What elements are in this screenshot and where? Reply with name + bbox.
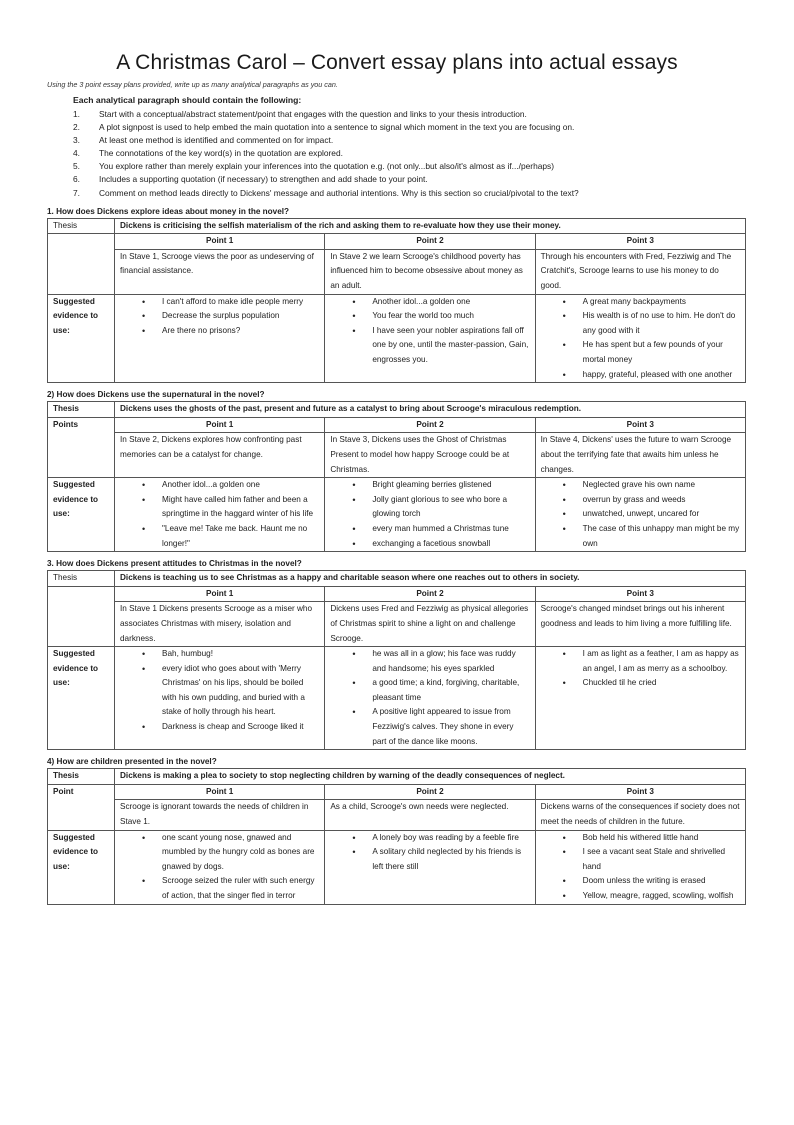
point-heading: Point 2	[325, 234, 535, 250]
evidence-cell	[535, 478, 745, 552]
points-label	[48, 234, 115, 294]
points-row	[48, 249, 746, 294]
criteria-number: 7.	[73, 187, 80, 198]
evidence-list	[330, 831, 529, 875]
point-heading: Point 3	[535, 234, 745, 250]
criteria-number: 6.	[73, 174, 80, 185]
criteria-number: 5.	[73, 161, 80, 172]
criteria-item	[73, 187, 747, 200]
evidence-label: Suggested evidence to use:	[48, 647, 115, 750]
points-label	[48, 586, 115, 646]
criteria-list	[73, 108, 747, 200]
evidence-quote: • unwatched, unwept, uncared for	[541, 507, 740, 522]
point-heading: Point 1	[115, 784, 325, 800]
thesis-row	[48, 769, 746, 785]
thesis-statement: Dickens is teaching us to see Christmas as a happy and charitable season where one reaches out to others in society.	[115, 571, 746, 587]
evidence-row	[48, 294, 746, 383]
points-row	[48, 602, 746, 647]
criteria-text: At least one method is identified and commented on for impact.	[99, 135, 334, 146]
evidence-quote: • You fear the world too much	[330, 309, 529, 324]
essay-plan-table	[47, 218, 746, 384]
evidence-quote: • Are there no prisons?	[120, 324, 319, 339]
thesis-statement: Dickens uses the ghosts of the past, present and future as a catalyst to bring about Scrooge's miraculous redemption.	[115, 402, 746, 418]
essay-plan-section	[47, 756, 747, 904]
thesis-statement: Dickens is criticising the selfish materialism of the rich and asking them to re-evaluate how they use their money.	[115, 218, 746, 234]
point-header-row	[48, 784, 746, 800]
point-text: In Stave 3, Dickens uses the Ghost of Christmas Present to model how happy Scrooge could be at Christmas.	[325, 433, 535, 478]
evidence-quote: • I see a vacant seat Stale and shrivelled hand	[541, 845, 740, 874]
thesis-label: Thesis	[48, 769, 115, 785]
criteria-item	[73, 160, 747, 173]
evidence-cell	[325, 294, 535, 383]
evidence-quote: • Darkness is cheap and Scrooge liked it	[120, 720, 319, 735]
evidence-quote: • Decrease the surplus population	[120, 309, 319, 324]
criteria-number: 4.	[73, 148, 80, 159]
criteria-text: Includes a supporting quotation (if necessary) to strengthen and add shade to your point.	[99, 174, 428, 185]
page-title: A Christmas Carol – Convert essay plans into actual essays	[116, 51, 678, 74]
evidence-list	[541, 295, 740, 383]
evidence-list	[330, 478, 529, 551]
evidence-quote: • Another idol...a golden one	[120, 478, 319, 493]
point-text: Dickens uses Fred and Fezziwig as physical allegories of Christmas spirit to shine a light on and challenge Scrooge.	[325, 602, 535, 647]
point-text: In Stave 4, Dickens' uses the future to warn Scrooge about the terrifying fate that awaits him unless he changes.	[535, 433, 745, 478]
essay-plan-table	[47, 401, 746, 552]
criteria-number: 2.	[73, 122, 80, 133]
evidence-cell	[325, 478, 535, 552]
essay-plan-table	[47, 768, 746, 904]
evidence-quote: • exchanging a facetious snowball	[330, 537, 529, 552]
evidence-quote: • Jolly giant glorious to see who bore a glowing torch	[330, 493, 529, 522]
criteria-item	[73, 108, 747, 121]
evidence-list	[330, 647, 529, 749]
evidence-cell	[325, 647, 535, 750]
evidence-quote: • Scrooge seized the ruler with such energy of action, that the singer fled in terror	[120, 874, 319, 903]
thesis-label: Thesis	[48, 402, 115, 418]
point-text: In Stave 2, Dickens explores how confronting past memories can be a catalyst for change.	[115, 433, 325, 478]
criteria-text: You explore rather than merely explain your inferences into the quotation e.g. (not only...but also/it's almost as if.../perhaps)	[99, 161, 555, 172]
evidence-cell	[115, 478, 325, 552]
evidence-cell	[115, 647, 325, 750]
evidence-row	[48, 647, 746, 750]
thesis-row	[48, 571, 746, 587]
criteria-text: The connotations of the key word(s) in the quotation are explored.	[99, 148, 343, 159]
point-heading: Point 3	[535, 784, 745, 800]
points-row	[48, 800, 746, 830]
point-text: As a child, Scrooge's own needs were neglected.	[325, 800, 535, 830]
evidence-row	[48, 478, 746, 552]
evidence-cell	[535, 294, 745, 383]
point-text: Through his encounters with Fred, Fezziwig and The Cratchit's, Scrooge learns to use his money to do good.	[535, 249, 745, 294]
evidence-list	[541, 647, 740, 691]
evidence-quote: • "Leave me! Take me back. Haunt me no longer!"	[120, 522, 319, 551]
essay-question: 2) How does Dickens use the supernatural in the novel?	[47, 390, 265, 400]
point-heading: Point 1	[115, 417, 325, 433]
point-text: Scrooge's changed mindset brings out his inherent goodness and leads to him living a more fulfilling life.	[535, 602, 745, 647]
point-heading: Point 3	[535, 417, 745, 433]
point-header-row	[48, 234, 746, 250]
essay-question: 4) How are children presented in the novel?	[47, 757, 217, 767]
evidence-list	[541, 478, 740, 551]
point-heading: Point 1	[115, 234, 325, 250]
evidence-label: Suggested evidence to use:	[48, 294, 115, 383]
evidence-quote: • every man hummed a Christmas tune	[330, 522, 529, 537]
evidence-cell	[535, 830, 745, 904]
evidence-quote: • Doom unless the writing is erased	[541, 874, 740, 889]
evidence-label: Suggested evidence to use:	[48, 830, 115, 904]
evidence-cell	[535, 647, 745, 750]
evidence-list	[120, 295, 319, 339]
criteria-item	[73, 121, 747, 134]
evidence-list	[120, 831, 319, 904]
criteria-number: 1.	[73, 109, 80, 119]
thesis-row	[48, 218, 746, 234]
evidence-quote: • A positive light appeared to issue from Fezziwig's calves. They shone in every part of the dance like moons.	[330, 705, 529, 749]
instructions-subtitle: Using the 3 point essay plans provided, write up as many analytical paragraphs as you can.	[47, 80, 338, 89]
evidence-quote: • He has spent but a few pounds of your mortal money	[541, 338, 740, 367]
criteria-text: A plot signpost is used to help embed the main quotation into a sentence to signal which moment in the text you are focusing on.	[99, 122, 575, 133]
evidence-cell	[325, 830, 535, 904]
point-text: In Stave 1 Dickens presents Scrooge as a miser who associates Christmas with misery, isolation and darkness.	[115, 602, 325, 647]
evidence-cell	[115, 294, 325, 383]
evidence-quote: • The case of this unhappy man might be my own	[541, 522, 740, 551]
point-heading: Point 1	[115, 586, 325, 602]
evidence-quote: • A solitary child neglected by his friends is left there still	[330, 845, 529, 874]
evidence-quote: • A lonely boy was reading by a feeble fire	[330, 831, 529, 846]
essay-plan-section	[47, 389, 747, 552]
evidence-quote: • Yellow, meagre, ragged, scowling, wolfish	[541, 889, 740, 904]
criteria-item	[73, 147, 747, 160]
criteria-text: Comment on method leads directly to Dickens' message and authorial intentions. Why is this section so crucial/pivotal to the text?	[99, 187, 579, 198]
criteria-item	[73, 134, 747, 147]
point-header-row	[48, 586, 746, 602]
point-heading: Point 2	[325, 417, 535, 433]
evidence-cell	[115, 830, 325, 904]
evidence-quote: • Bah, humbug!	[120, 647, 319, 662]
evidence-quote: • I can't afford to make idle people merry	[120, 295, 319, 310]
essay-plan-table	[47, 570, 746, 750]
criteria-item	[73, 173, 747, 186]
points-row	[48, 433, 746, 478]
evidence-quote: • I have seen your nobler aspirations fall off one by one, until the master-passion, Gain, engrosses you.	[330, 324, 529, 368]
essay-plan-section	[47, 206, 747, 384]
evidence-quote: • Chuckled til he cried	[541, 676, 740, 691]
points-label: Point	[48, 784, 115, 830]
evidence-quote: • happy, grateful, pleased with one another	[541, 368, 740, 383]
thesis-statement: Dickens is making a plea to society to stop neglecting children by warning of the deadly consequences of neglect.	[115, 769, 746, 785]
evidence-quote: • I am as light as a feather, I am as happy as an angel, I am as merry as a schoolboy.	[541, 647, 740, 676]
point-heading: Point 2	[325, 586, 535, 602]
evidence-quote: • every idiot who goes about with 'Merry Christmas' on his lips, should be boiled with his own pudding, and buried with a stake of holly through his heart.	[120, 662, 319, 720]
point-heading: Point 2	[325, 784, 535, 800]
point-text: Scrooge is ignorant towards the needs of children in Stave 1.	[115, 800, 325, 830]
point-text: In Stave 1, Scrooge views the poor as undeserving of financial assistance.	[115, 249, 325, 294]
criteria-text: Start with a conceptual/abstract statement/point that engages with the question and links to your thesis introduction.	[99, 109, 527, 119]
evidence-quote: • Neglected grave his own name	[541, 478, 740, 493]
essay-plan-sections	[47, 206, 747, 905]
essay-plan-section	[47, 558, 747, 750]
evidence-list	[541, 831, 740, 904]
essay-question: 3. How does Dickens present attitudes to Christmas in the novel?	[47, 559, 302, 569]
criteria-number: 3.	[73, 135, 80, 146]
evidence-quote: • a good time; a kind, forgiving, charitable, pleasant time	[330, 676, 529, 705]
evidence-quote: • His wealth is of no use to him. He don't do any good with it	[541, 309, 740, 338]
thesis-label: Thesis	[48, 571, 115, 587]
point-header-row	[48, 417, 746, 433]
evidence-list	[120, 647, 319, 735]
thesis-label: Thesis	[48, 218, 115, 234]
evidence-quote: • overrun by grass and weeds	[541, 493, 740, 508]
evidence-quote: • A great many backpayments	[541, 295, 740, 310]
evidence-list	[330, 295, 529, 368]
essay-question: 1. How does Dickens explore ideas about money in the novel?	[47, 206, 290, 216]
evidence-quote: • Might have called him father and been a springtime in the haggard winter of his life	[120, 493, 319, 522]
evidence-quote: • one scant young nose, gnawed and mumbled by the hungry cold as bones are gnawed by dogs.	[120, 831, 319, 875]
point-text: In Stave 2 we learn Scrooge's childhood poverty has influenced him to become obsessive about money as an adult.	[325, 249, 535, 294]
criteria-heading: Each analytical paragraph should contain the following:	[73, 95, 302, 105]
evidence-quote: • Bob held his withered little hand	[541, 831, 740, 846]
evidence-quote: • Another idol...a golden one	[330, 295, 529, 310]
thesis-row	[48, 402, 746, 418]
evidence-quote: • Bright gleaming berries glistened	[330, 478, 529, 493]
evidence-quote: • he was all in a glow; his face was ruddy and handsome; his eyes sparkled	[330, 647, 529, 676]
evidence-list	[120, 478, 319, 551]
evidence-label: Suggested evidence to use:	[48, 478, 115, 552]
point-text: Dickens warns of the consequences if society does not meet the needs of children in the future.	[535, 800, 745, 830]
point-heading: Point 3	[535, 586, 745, 602]
points-label: Points	[48, 417, 115, 477]
evidence-row	[48, 830, 746, 904]
